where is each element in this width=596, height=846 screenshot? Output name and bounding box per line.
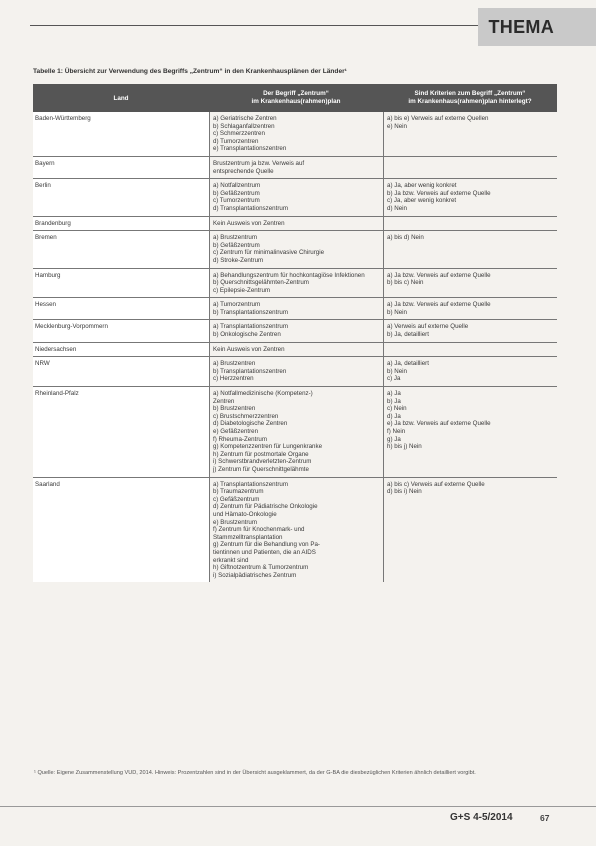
cell-begriff-line: c) Gefäßzentrum [213, 495, 260, 503]
cell-begriff-line: d) Zentrum für Pädiatrische Onkologie [213, 503, 318, 511]
cell-land: NRW [33, 357, 209, 386]
header-kriterien-line2: im Krankenhaus(rahmen)plan hinterlegt? [408, 98, 532, 105]
cell-begriff-line: a) Transplantationszentrum [213, 480, 288, 488]
cell-kriterien [383, 387, 557, 477]
cell-begriff-line: tientinnen und Patienten, die an AIDS [213, 548, 316, 556]
journal-issue: G+S 4-5/2014 [450, 812, 513, 823]
cell-begriff-line: b) Onkologische Zentren [213, 331, 281, 339]
cell-kriterien-line: d) bis i) Nein [387, 488, 422, 496]
cell-begriff [209, 179, 383, 215]
header-begriff-line2: im Krankenhaus(rahmen)plan [251, 98, 341, 105]
cell-kriterien-line: g) Ja [387, 435, 401, 443]
zentrum-table [33, 84, 557, 582]
cell-kriterien-line: b) Ja, detailliert [387, 331, 429, 339]
cell-kriterien [383, 269, 557, 298]
cell-begriff [209, 112, 383, 156]
cell-begriff-line: d) Transplantationszentrum [213, 204, 288, 212]
footnote-text: Quelle: Eigene Zusammenstellung VUD, 2014. Hinweis: Prozentzahlen sind in der Übersicht ausgeklammert, da der G-BA die diesbezüglichen Kriterien ähnlich detailliert vorgibt. [37, 770, 476, 776]
cell-begriff-line: c) Herzzentren [213, 375, 254, 383]
cell-begriff-line: g) Kompetenzzentren für Lungenkranke [213, 443, 323, 451]
cell-kriterien [383, 231, 557, 267]
cell-begriff-line: c) Schmerzzentren [213, 130, 265, 138]
cell-begriff-line: b) Schlaganfallzentren [213, 122, 275, 130]
cell-begriff [209, 298, 383, 319]
cell-begriff-line: b) Gefäßzentrum [213, 241, 260, 249]
cell-begriff-line: a) Notfallmedizinische (Kompetenz-) [213, 390, 313, 398]
cell-begriff-line: c) Brustschmerzzentren [213, 412, 279, 420]
cell-land: Brandenburg [33, 217, 209, 231]
cell-kriterien-line: d) Ja [387, 412, 401, 420]
table-row [33, 268, 557, 298]
cell-land: Hamburg [33, 269, 209, 298]
cell-land: Niedersachsen [33, 343, 209, 357]
cell-kriterien [383, 343, 557, 357]
cell-begriff-line: c) Epilepsie-Zentrum [213, 286, 271, 294]
footnote [34, 770, 558, 777]
cell-begriff-line: erkrankt sind [213, 556, 249, 564]
cell-kriterien [383, 298, 557, 319]
cell-begriff-line: a) Transplantationszentrum [213, 323, 288, 331]
cell-begriff-line: c) Tumorzentrum [213, 197, 260, 205]
cell-land: Berlin [33, 179, 209, 215]
header-begriff-line1: Der Begriff „Zentrum“ [263, 89, 329, 97]
cell-kriterien-line: a) Ja, aber wenig konkret [387, 182, 457, 190]
cell-begriff-line: a) Brustzentrum [213, 234, 258, 242]
cell-begriff-line: b) Querschnittsgelähmten-Zentrum [213, 279, 309, 287]
cell-begriff-line: b) Brustzentren [213, 405, 256, 413]
cell-begriff-line: f) Zentrum für Knochenmark- und [213, 526, 305, 534]
cell-kriterien-line: b) Ja bzw. Verweis auf externe Quelle [387, 189, 491, 197]
cell-begriff-line: Stammzelltransplantation [213, 533, 283, 541]
cell-kriterien-line: c) Ja [387, 375, 401, 383]
table-row [33, 178, 557, 215]
cell-begriff-line: i) Sozialpädiatrisches Zentrum [213, 571, 297, 579]
cell-kriterien-line: b) Nein [387, 308, 407, 316]
header-land: Land [113, 94, 129, 102]
header-begriff [209, 90, 383, 107]
cell-kriterien-line: e) Ja bzw. Verweis auf externe Quelle [387, 420, 491, 428]
cell-begriff-line: a) Tumorzentrum [213, 301, 261, 309]
cell-begriff-line: e) Brustzentrum [213, 518, 258, 526]
section-title: THEMA [488, 16, 554, 37]
cell-begriff [209, 387, 383, 477]
cell-kriterien-line: a) Ja bzw. Verweis auf externe Quelle [387, 271, 491, 279]
cell-land: Hessen [33, 298, 209, 319]
cell-begriff-line: a) Behandlungszentrum für hochkontagiöse Infektionen [213, 271, 365, 279]
table-row [33, 230, 557, 267]
cell-kriterien-line: a) Verweis auf externe Quelle [387, 323, 469, 331]
cell-kriterien-line: b) Ja [387, 397, 401, 405]
cell-kriterien-line: h) bis j) Nein [387, 443, 422, 451]
cell-kriterien [383, 157, 557, 178]
cell-begriff-line: b) Transplantationszentrum [213, 308, 288, 316]
cell-begriff-line: Brustzentrum ja bzw. Verweis auf [213, 159, 305, 167]
cell-begriff-line: Zentren [213, 397, 235, 405]
cell-begriff [209, 217, 383, 231]
cell-begriff-line: g) Zentrum für die Behandlung von Pa- [213, 541, 320, 549]
cell-begriff-line: entsprechende Quelle [213, 167, 274, 175]
cell-kriterien-line: f) Nein [387, 428, 406, 435]
cell-begriff-line: Kein Ausweis von Zentren [213, 345, 285, 353]
cell-kriterien-line: e) Nein [387, 122, 407, 130]
table-body [33, 112, 557, 582]
cell-begriff-line: d) Tumorzentren [213, 137, 259, 145]
cell-begriff-line: a) Brustzentren [213, 360, 256, 368]
cell-kriterien-line: a) Ja [387, 390, 401, 398]
cell-begriff [209, 357, 383, 386]
cell-land: Rheinland-Pfalz [33, 387, 209, 477]
cell-begriff [209, 269, 383, 298]
cell-land: Mecklenburg-Vorpommern [33, 320, 209, 341]
cell-kriterien-line: a) Ja bzw. Verweis auf externe Quelle [387, 301, 491, 309]
cell-kriterien-line: b) bis c) Nein [387, 279, 424, 287]
cell-land: Baden-Württemberg [33, 112, 209, 156]
footer-rule [0, 806, 596, 807]
table-row [33, 112, 557, 156]
cell-begriff-line: und Hämato-Onkologie [213, 510, 277, 518]
table-row [33, 386, 557, 477]
cell-begriff-line: d) Stroke-Zentrum [213, 256, 264, 264]
section-tab [478, 8, 596, 46]
cell-land: Bremen [33, 231, 209, 267]
cell-kriterien-line: b) Nein [387, 367, 407, 375]
cell-begriff-line: h) Giftnotzentrum & Tumorzentrum [213, 564, 309, 572]
table-header-row [33, 84, 557, 112]
table-row [33, 356, 557, 386]
cell-kriterien-line: a) bis e) Verweis auf externe Quellen [387, 115, 489, 122]
cell-land: Bayern [33, 157, 209, 178]
header-kriterien-line1: Sind Kriterien zum Begriff „Zentrum“ [414, 89, 526, 97]
cell-begriff [209, 343, 383, 357]
cell-begriff-line: c) Zentrum für minimalinvasive Chirurgie [213, 249, 325, 257]
cell-begriff-line: e) Gefäßzentren [213, 428, 259, 435]
cell-begriff-line: h) Zentrum für postmortale Organe [213, 450, 309, 458]
cell-begriff-line: f) Rheuma-Zentrum [213, 435, 267, 443]
cell-kriterien [383, 357, 557, 386]
table-row [33, 342, 557, 357]
table-row [33, 297, 557, 319]
cell-kriterien-line: c) Nein [387, 405, 407, 413]
table-row [33, 477, 557, 583]
cell-begriff-line: i) Schwerstbrandverletzten-Zentrum [213, 458, 312, 466]
cell-land: Saarland [33, 478, 209, 583]
cell-kriterien-line: c) Ja, aber wenig konkret [387, 197, 457, 205]
cell-kriterien-line: a) bis d) Nein [387, 234, 424, 242]
cell-kriterien-line: d) Nein [387, 204, 407, 212]
cell-begriff-line: a) Geriatrische Zentren [213, 115, 277, 122]
table-row [33, 319, 557, 341]
cell-begriff [209, 157, 383, 178]
cell-begriff [209, 231, 383, 267]
cell-kriterien [383, 478, 557, 583]
table-caption: Tabelle 1: Übersicht zur Verwendung des Begriffs „Zentrum“ in den Krankenhausplänen der Länder¹ [33, 68, 347, 75]
table-row [33, 156, 557, 178]
cell-begriff-line: b) Traumazentrum [213, 488, 264, 496]
cell-begriff-line: a) Notfallzentrum [213, 182, 261, 190]
footnote-marker: ¹ [34, 770, 36, 776]
page-number: 67 [540, 813, 550, 823]
cell-begriff [209, 478, 383, 583]
cell-begriff-line: b) Gefäßzentrum [213, 189, 260, 197]
header-kriterien [383, 90, 557, 107]
cell-begriff-line: Kein Ausweis von Zentren [213, 219, 285, 227]
cell-begriff-line: b) Transplantationszentren [213, 367, 287, 375]
cell-kriterien [383, 320, 557, 341]
cell-kriterien-line: a) bis c) Verweis auf externe Quelle [387, 480, 485, 488]
cell-begriff-line: d) Diabetologische Zentren [213, 420, 288, 428]
cell-kriterien [383, 217, 557, 231]
table-row [33, 216, 557, 231]
cell-begriff-line: j) Zentrum für Querschnittgelähmte [213, 465, 309, 473]
cell-kriterien-line: a) Ja, detailliert [387, 360, 429, 368]
cell-kriterien [383, 179, 557, 215]
cell-begriff [209, 320, 383, 341]
cell-kriterien [383, 112, 557, 156]
cell-begriff-line: e) Transplantationszentren [213, 145, 287, 153]
